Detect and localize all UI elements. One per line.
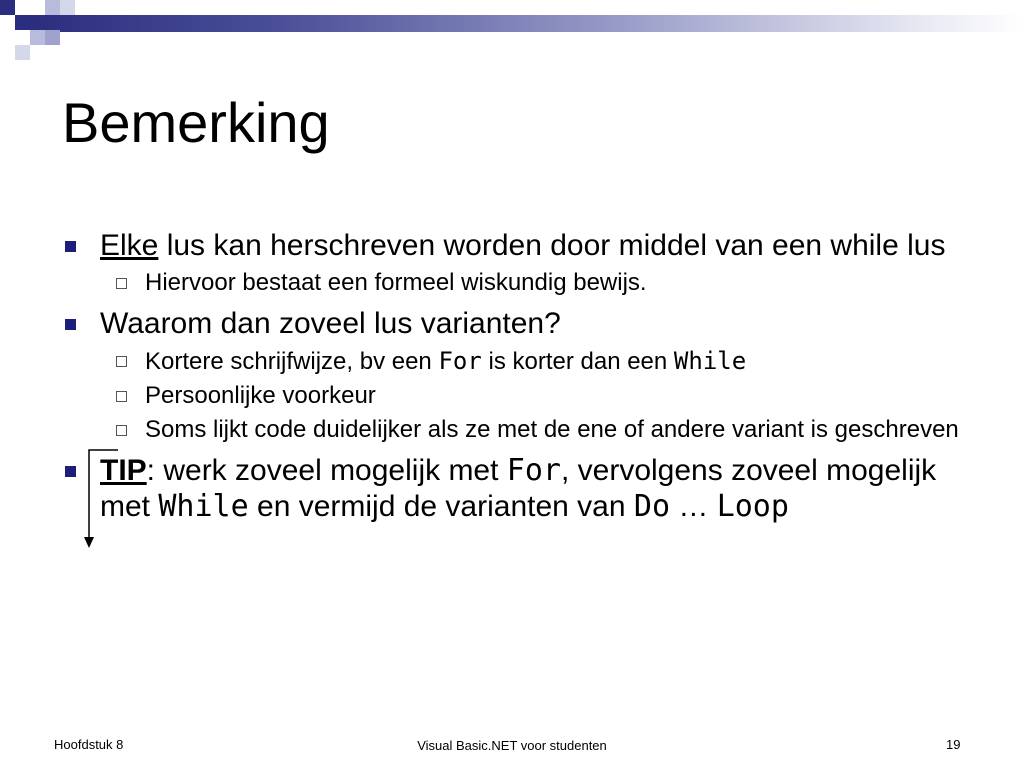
code-keyword: While: [158, 489, 249, 524]
sub-bullet-text: Hiervoor bestaat een formeel wiskundig bewijs.: [145, 269, 647, 296]
footer-title: [0, 738, 1024, 753]
code-keyword: For: [506, 453, 561, 488]
bullet-text: en vermijd de varianten van: [248, 490, 634, 523]
sub-bullet-text: is korter dan een: [481, 348, 674, 375]
sub-bullet-text: Soms lijkt code duidelijker als ze met de ene of andere variant is geschreven: [145, 416, 959, 443]
bullet-text: , vervolgens zoveel mogelijk met: [100, 454, 937, 523]
code-keyword: While: [673, 347, 747, 375]
bullet-text: : werk zoveel mogelijk met: [146, 454, 507, 487]
bullet-text: Waarom dan zoveel lus varianten?: [100, 307, 561, 340]
bullet-text: lus kan herschreven worden door middel van een while lus: [158, 229, 946, 262]
tip-label: TIP: [100, 454, 147, 487]
code-keyword: For: [438, 347, 482, 375]
sub-bullet-text: Persoonlijke voorkeur: [145, 382, 376, 409]
bullet-text: …: [670, 490, 717, 523]
sub-bullet-text: Kortere schrijfwijze, bv een: [145, 348, 439, 375]
underlined-word: Elke: [100, 229, 159, 262]
footer-chapter: Hoofdstuk 8: [54, 737, 124, 752]
code-keyword: Loop: [716, 489, 789, 524]
footer-title-text: Visual Basic.NET voor studenten: [417, 738, 607, 753]
slide-title: Bemerking: [62, 91, 330, 154]
footer-page-number: 19: [946, 737, 961, 752]
code-keyword: Do: [633, 489, 671, 524]
